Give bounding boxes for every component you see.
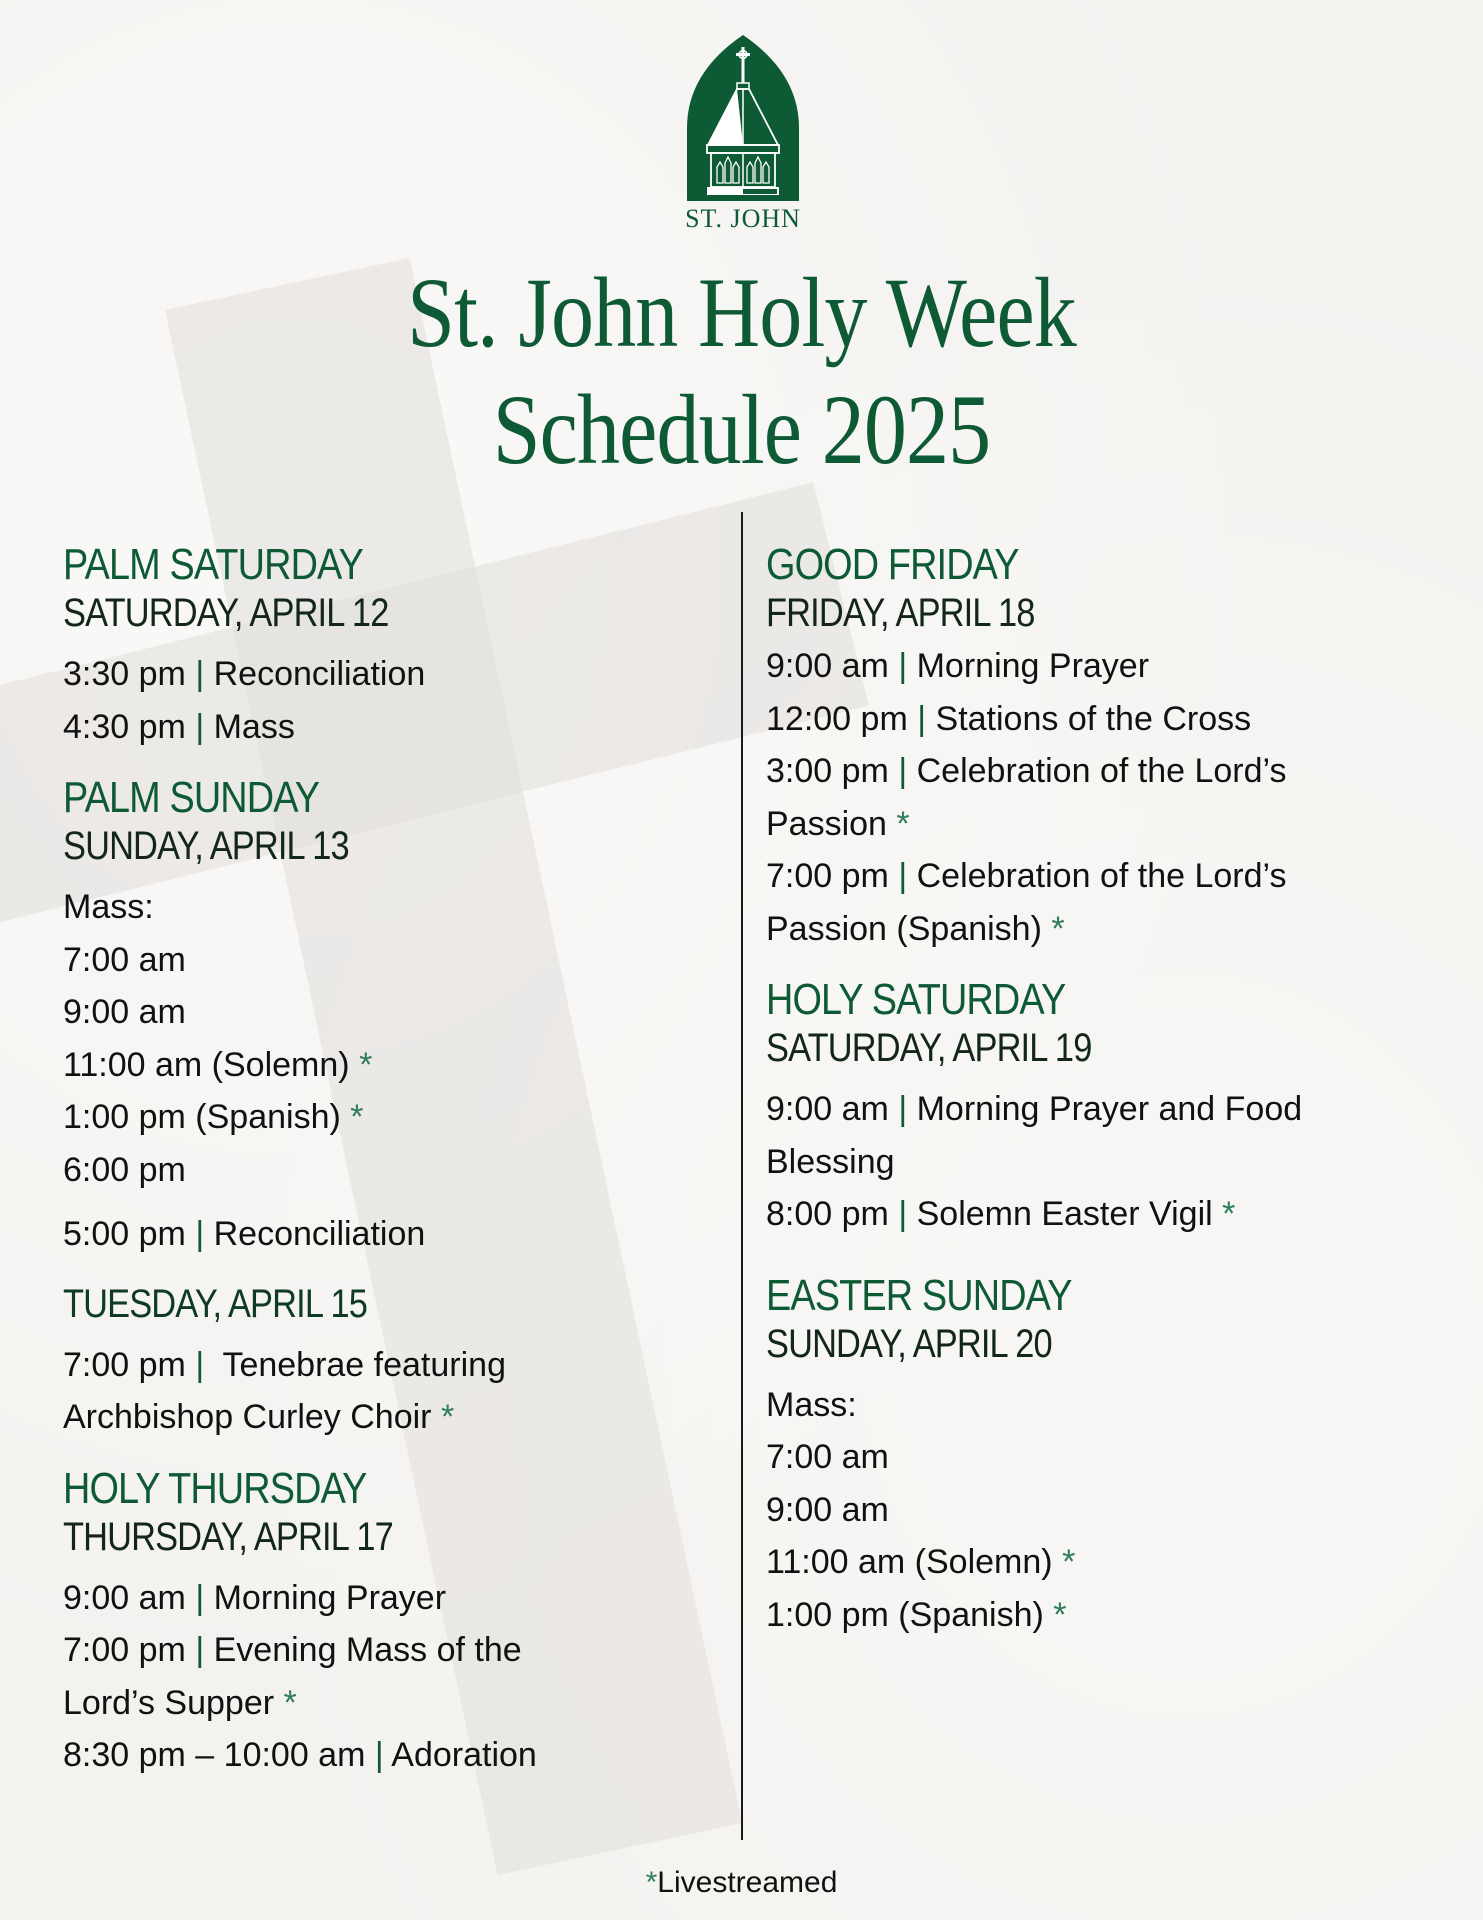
separator: |	[898, 1195, 908, 1233]
time: 5:00 pm	[63, 1215, 186, 1253]
event-continued: Archbishop Curley Choir	[63, 1398, 432, 1436]
page-title-line-1: St. John Holy Week	[407, 257, 1076, 368]
schedule-item-continued	[766, 903, 1426, 956]
schedule-item	[63, 701, 703, 754]
separator: |	[195, 1578, 205, 1617]
event: Morning Prayer and Food	[916, 1090, 1303, 1128]
section-holy-thursday	[63, 1464, 703, 1782]
time: 8:00 pm	[766, 1195, 889, 1233]
event-continued: Lord’s Supper	[63, 1683, 275, 1722]
schedule-item	[766, 1083, 1426, 1136]
section-title: HOLY THURSDAY	[63, 1463, 367, 1513]
schedule-item-continued	[63, 1391, 703, 1444]
schedule-item	[766, 693, 1426, 746]
section-date: TUESDAY, APRIL 15	[63, 1281, 368, 1326]
separator: |	[898, 857, 908, 895]
time: 3:30 pm	[63, 655, 186, 693]
church-steeple-arch-icon	[683, 33, 803, 203]
livestream-asterisk: *	[1062, 1543, 1076, 1581]
column-divider	[741, 512, 743, 1840]
mass-time-text: 7:00 am	[63, 940, 186, 979]
section-date: SATURDAY, APRIL 19	[766, 1026, 1092, 1070]
mass-time-text: 9:00 am	[766, 1490, 889, 1529]
schedule-item	[766, 745, 1426, 798]
livestream-asterisk: *	[359, 1045, 373, 1084]
mass-time-text: 6:00 pm	[63, 1150, 186, 1189]
event: Solemn Easter Vigil	[916, 1195, 1213, 1233]
time: 8:30 pm – 10:00 am	[63, 1736, 366, 1774]
separator: |	[898, 1090, 908, 1128]
schedule-item	[63, 1208, 703, 1261]
right-column	[766, 540, 1426, 1661]
mass-time	[63, 1091, 703, 1144]
page-title-line-2: Schedule 2025	[492, 374, 991, 485]
event-continued: Passion	[766, 804, 887, 843]
section-palm-saturday	[63, 540, 703, 753]
time: 9:00 am	[63, 1578, 186, 1617]
livestream-asterisk: *	[645, 1866, 658, 1899]
schedule-item	[766, 640, 1426, 693]
time: 4:30 pm	[63, 707, 186, 746]
event: Stations of the Cross	[935, 699, 1252, 738]
mass-time-text: 11:00 am (Solemn)	[766, 1543, 1053, 1581]
schedule-item-continued	[766, 798, 1426, 851]
mass-time	[63, 986, 703, 1039]
separator: |	[917, 699, 927, 738]
section-date: SATURDAY, APRIL 12	[63, 591, 389, 635]
event-continued: Blessing	[766, 1142, 895, 1181]
section-title: PALM SATURDAY	[63, 540, 364, 589]
event: Mass	[213, 707, 295, 746]
event: Reconciliation	[213, 1215, 426, 1253]
separator: |	[374, 1736, 384, 1774]
mass-time	[766, 1431, 1426, 1484]
separator: |	[898, 647, 908, 685]
section-date: FRIDAY, APRIL 18	[766, 591, 1035, 635]
event: Morning Prayer	[213, 1578, 447, 1617]
section-good-friday	[766, 540, 1426, 955]
mass-time-text: 11:00 am (Solemn)	[63, 1045, 350, 1084]
schedule-item	[766, 850, 1426, 903]
section-tuesday	[63, 1281, 703, 1444]
section-palm-sunday	[63, 773, 703, 1261]
schedule-item	[63, 1572, 703, 1625]
logo-wordmark: ST. JOHN	[685, 204, 801, 233]
left-column	[63, 540, 703, 1802]
section-easter-sunday	[766, 1271, 1426, 1642]
section-title: GOOD FRIDAY	[766, 540, 1019, 589]
livestream-asterisk: *	[896, 804, 910, 843]
livestream-asterisk: *	[1053, 1595, 1067, 1634]
section-title: HOLY SATURDAY	[766, 975, 1066, 1024]
footer-note	[0, 1866, 1483, 1900]
time: 7:00 pm	[63, 1631, 186, 1669]
mass-label: Mass:	[766, 1385, 857, 1424]
section-date: SUNDAY, APRIL 20	[766, 1321, 1052, 1366]
livestream-asterisk: *	[1222, 1195, 1236, 1233]
separator: |	[195, 1215, 205, 1253]
time: 9:00 am	[766, 1090, 889, 1128]
footer-text: Livestreamed	[657, 1866, 838, 1899]
time: 9:00 am	[766, 647, 889, 685]
mass-label: Mass:	[63, 888, 154, 926]
separator: |	[898, 752, 908, 790]
time: 3:00 pm	[766, 752, 889, 790]
event: Adoration	[391, 1736, 537, 1774]
time: 12:00 pm	[766, 699, 908, 738]
livestream-asterisk: *	[350, 1098, 364, 1136]
section-date: THURSDAY, APRIL 17	[63, 1514, 393, 1559]
mass-time	[766, 1484, 1426, 1537]
separator: |	[195, 1631, 205, 1669]
time: 7:00 pm	[63, 1345, 186, 1384]
mass-time-text: 9:00 am	[63, 993, 186, 1031]
separator: |	[195, 655, 205, 693]
event: Evening Mass of the	[213, 1631, 522, 1669]
schedule-item-continued	[63, 1677, 703, 1730]
livestream-asterisk: *	[1051, 909, 1065, 948]
separator: |	[195, 1345, 205, 1384]
mass-time-text: 7:00 am	[766, 1438, 889, 1476]
mass-time	[63, 934, 703, 987]
livestream-asterisk: *	[440, 1398, 455, 1436]
event: Morning Prayer	[916, 647, 1150, 685]
mass-time-text: 1:00 pm (Spanish)	[63, 1098, 341, 1136]
schedule-item	[63, 1729, 703, 1782]
event: Celebration of the Lord’s	[916, 857, 1287, 895]
time: 7:00 pm	[766, 857, 889, 895]
mass-time	[63, 1144, 703, 1197]
section-title: PALM SUNDAY	[63, 773, 320, 822]
schedule-item-continued	[766, 1136, 1426, 1189]
section-holy-saturday	[766, 975, 1426, 1241]
mass-time-text: 1:00 pm (Spanish)	[766, 1595, 1044, 1634]
event: Celebration of the Lord’s	[916, 752, 1287, 790]
mass-time	[766, 1589, 1426, 1642]
section-title: EASTER SUNDAY	[766, 1270, 1072, 1320]
schedule-item	[63, 648, 703, 701]
schedule-item	[63, 1624, 703, 1677]
event-continued: Passion (Spanish)	[766, 909, 1042, 948]
schedule-item	[766, 1188, 1426, 1241]
event: Reconciliation	[213, 655, 426, 693]
section-date: SUNDAY, APRIL 13	[63, 824, 349, 868]
livestream-asterisk: *	[283, 1683, 297, 1722]
mass-time	[63, 1039, 703, 1092]
mass-time	[766, 1536, 1426, 1589]
event: Tenebrae featuring	[213, 1345, 506, 1384]
schedule-item	[63, 1339, 703, 1392]
separator: |	[195, 707, 205, 746]
